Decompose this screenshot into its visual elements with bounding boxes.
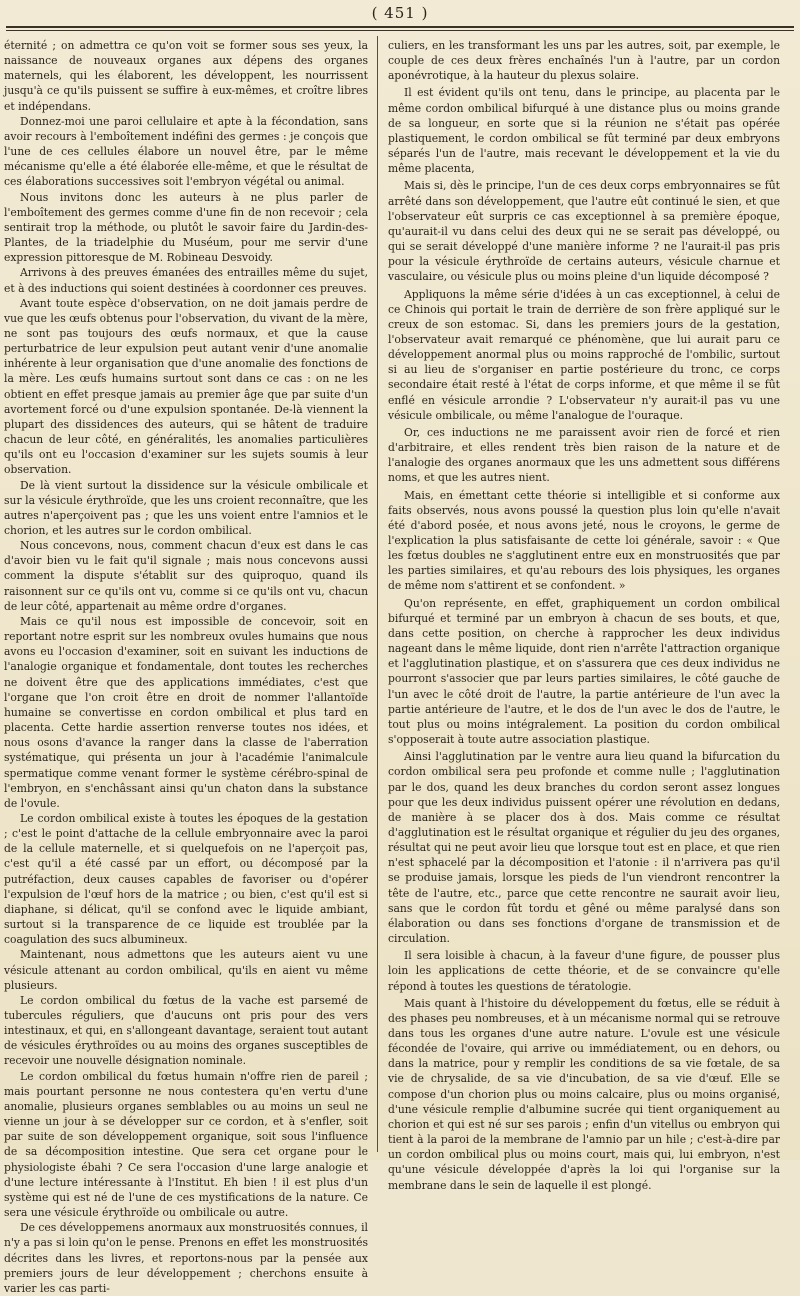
page-header: [0, 0, 800, 40]
paragraph: De là vient surtout la dissidence sur la vésicule ombilicale et sur la vésicule érythroïde, que les uns croient reconnaître, que les autres n'aperçoivent pas ; que les uns voient entre l'amnios et le chorion, et les autres sur le cordon ombilical.: [4, 478, 368, 537]
paragraph: Mais quant à l'histoire du développement du fœtus, elle se réduit à des phases peu nombreuses, et à un mécanisme normal qui se retrouve dans tous les organes d'une autre nature. L'ovule est une vésicule fécondée de l'ovaire, qui arrive ou immédiatement, ou en dehors, ou dans la matrice, pour y remplir les conditions de sa vie fœtale, de sa vie de chrysalide, de sa vie d'incubation, de sa vie d'œuf. Elle se compose d'un chorion plus ou moins calcaire, plus ou moins organisé, d'une vésicule remplie d'albumine sucrée qui tient organiquement au chorion et qui est né sur ses parois ; enfin d'un vitellus ou embryon qui tient à la paroi de la membrane de l'amnio par un hile ; c'est-à-dire par un cordon ombilical plus ou moins court, mais qui, lui embryon, n'est qu'une vésicule développée d'après la loi qui l'organise sur la membrane dans le sein de laquelle il est plongé.: [388, 996, 780, 1192]
paragraph: Arrivons à des preuves émanées des entrailles même du sujet, et à des inductions qui soient destinées à coordonner ces preuves.: [4, 266, 368, 295]
paragraph: Mais, en émettant cette théorie si intelligible et si conforme aux faits observés, nous avons poussé la question plus loin qu'elle n'avait été d'abord posée, et nous avons jeté, nous le croyons, le germe de l'explication la plus satisfaisante de cette loi générale, savoir : « Que les fœtus doubles ne s'agglutinent entre eux en monstruosités que par les parties similaires, et qu'au rebours des lois physiques, les organes de même nom s'attirent et se confondent. »: [388, 488, 780, 593]
paragraph: Nous invitons donc les auteurs à ne plus parler de l'emboîtement des germes comme d'une fin de non recevoir ; cela sentirait trop la méthode, ou plutôt le savoir faire du Jardin-des-Plantes, de la triadelphie du Muséum, pour me servir d'une expression pittoresque de M. Robineau Desvoidy.: [4, 190, 368, 265]
paragraph: Le cordon ombilical du fœtus de la vache est parsemé de tubercules réguliers, que d'aucuns ont pris pour des vers intestinaux, et qui, en s'allongeant davantage, seraient tout autant de vésicules érythroïdes ou au moins des organes susceptibles de recevoir une nouvelle désignation nominale.: [4, 993, 368, 1068]
paragraph: De ces développemens anormaux aux monstruosités connues, il n'y a pas si loin qu'on le pense. Prenons en effet les monstruosités décrites dans les livres, et reportons-nous par la pensée aux premiers jours de leur développement ; cherchons ensuite à varier les cas parti-: [4, 1221, 368, 1295]
paragraph: Ainsi l'agglutination par le ventre aura lieu quand la bifurcation du cordon ombilical sera peu profonde et comme nulle ; l'agglutination par le dos, quand les deux branches du cordon seront assez longues pour que les deux individus puissent opérer une révolution en dedans, de manière à se placer dos à dos. Mais comme ce résultat d'agglutination est le résultat organique et régulier du jeu des organes, résultat qui ne peut avoir lieu que lorsque tout est en place, et que rien n'est sphacelé par la décomposition et l'atonie : il n'arrivera pas qu'il se produise jamais, lorsque les pieds de l'un viendront rencontrer la tête de l'autre, etc., parce que cette rencontre ne saurait avoir lieu, sans que le cordon fût tordu et gêné ou même paralysé dans son élaboration ou dans ses fonctions d'organe de transmission et de circulation.: [388, 750, 780, 946]
paragraph: Maintenant, nous admettons que les auteurs aient vu une vésicule attenant au cordon ombilical, qu'ils en aient vu même plusieurs.: [4, 948, 368, 992]
paragraph: Nous concevons, nous, comment chacun d'eux est dans le cas d'avoir bien vu le fait qu'il signale ; mais nous concevons aussi comment la dispute s'établit sur des quiproquo, quand ils raisonnent sur ce qu'ils ont vu, comme si ce qu'ils ont vu, chacun de leur côté, appartenait au même ordre d'organes.: [4, 539, 368, 613]
header-rule: [6, 26, 794, 28]
paragraph: Il est évident qu'ils ont tenu, dans le principe, au placenta par le même cordon ombilical bifurqué à une distance plus ou moins grande de sa longueur, en sorte que si la réunion ne s'était pas opérée plastiquement, le cordon ombilical se fût terminé par deux embryons séparés l'un de l'autre, mais recevant le développement et la vie du même placenta,: [388, 86, 780, 176]
paragraph: Appliquons la même série d'idées à un cas exceptionnel, à celui de ce Chinois qui portait le train de derrière de son frère appliqué sur le creux de son estomac. Si, dans les premiers jours de la gestation, l'observateur avait remarqué ce phénomène, que lui aurait paru ce développement anormal plus ou moins rapproché de l'ombilic, surtout si au lieu de s'organiser en partie postérieure du tronc, ce corps secondaire était resté à l'état de corps informe, et que même il se fût enflé en vésicule arrondie ? L'observateur n'y aurait-il pas vu une vésicule ombilicale, ou même l'analogue de l'ouraque.: [388, 287, 780, 422]
paragraph: Mais ce qu'il nous est impossible de concevoir, soit en reportant notre esprit sur les nombreux ovules humains que nous avons eu l'occasion d'examiner, soit en suivant les inductions de l'analogie organique et fondamentale, dont toutes les recherches ne doivent être que des applications immédiates, c'est que l'organe que l'on croit être en droit de nommer l'allantoïde humaine se convertisse en cordon ombilical et plus tard en placenta. Cette hardie assertion renverse toutes nos idées, et nous osons d'avance la ranger dans la classe de l'aberration systématique, qui présenta un jour à l'académie l'animalcule spermatique comme venant former le système cérébro-spinal de l'embryon, en s'enchâssant ainsi qu'un chaton dans la substance de l'ovule.: [4, 614, 368, 810]
paragraph: Qu'on représente, en effet, graphiquement un cordon ombilical bifurqué et terminé par un embryon à chacun de ses bouts, et que, dans cette position, on cherche à rapprocher les deux individus nageant dans le même liquide, dont rien n'arrête l'attraction organique et l'agglutination plastique, et on s'assurera que ces deux individus ne pourront s'associer que par leurs parties similaires, le côté gauche de l'un avec le côté droit de l'autre, la partie antérieure de l'un avec la partie antérieure de l'autre, et le dos de l'un avec le dos de l'autre, le tout plus ou moins intégralement. La position du cordon ombilical s'opposerait à toute autre association plastique.: [388, 596, 780, 747]
paragraph: éternité ; on admettra ce qu'on voit se former sous ses yeux, la naissance de nouveaux organes aux dépens des organes maternels, qui les élaborent, les développent, les nourrissent jusqu'à ce qu'ils puissent se suffire à eux-mêmes, et croître libres et indépendans.: [4, 39, 368, 113]
paragraph: Le cordon ombilical existe à toutes les époques de la gestation ; c'est le point d'attache de la cellule embryonnaire avec la paroi de la cellule maternelle, et si quelquefois on ne l'aperçoit pas, c'est qu'il a été cassé par un effort, ou décomposé par la putréfaction, deux causes capables de favoriser ou d'opérer l'expulsion de l'œuf hors de la matrice ; ou bien, c'est qu'il est si diaphane, si délicat, qu'il se confond avec le liquide ambiant, surtout si la transparence de ce liquide est troublée par la coagulation des sucs albumineux.: [4, 811, 368, 947]
paragraph: Avant toute espèce d'observation, on ne doit jamais perdre de vue que les œufs obtenus pour l'observation, du vivant de la mère, ne sont pas toujours des œufs normaux, et que la cause perturbatrice de leur expulsion peut autant venir d'une anomalie inhérente à leur organisation que d'une anomalie des fonctions de la mère. Les œufs humains surtout sont dans ce cas : on ne les obtient en effet presque jamais au premier âge que par suite d'un avortement forcé ou d'une expulsion spontanée. De-là viennent la plupart des dissidences des auteurs, qui se hâtent de traduire chacun de leur côté, en généralités, les anomalies particulières qu'ils ont eu l'occasion d'examiner sur les sujets soumis à leur observation.: [4, 296, 368, 477]
paragraph: Il sera loisible à chacun, à la faveur d'une figure, de pousser plus loin les applications de cette théorie, et de se convaincre qu'elle répond à toutes les questions de tératologie.: [388, 949, 780, 993]
paragraph: Le cordon ombilical du fœtus humain n'offre rien de pareil ; mais pourtant personne ne nous contestera qu'en vertu d'une anomalie, plusieurs organes semblables ou au moins un seul ne vienne un jour à se développer sur ce cordon, et à s'enfler, soit par suite de son développement organique, soit sous l'influence de sa décomposition intestine. Que sera cet organe pour le physiologiste ébahi ? Ce sera l'occasion d'une large analogie et d'une lecture intéressante à l'Institut. Eh bien ! il est plus d'un système qui est né de l'une de ces mystifications de la nature. Ce sera une vésicule érythroïde ou ombilicale ou autre.: [4, 1069, 368, 1220]
right-column: [388, 38, 780, 1192]
paragraph: Or, ces inductions ne me paraissent avoir rien de forcé et rien d'arbitraire, et elles rendent très bien raison de la nature et de l'analogie des organes anormaux que les uns admettent sous différens noms, et que les autres nient.: [388, 425, 780, 485]
left-column: [4, 38, 368, 1295]
column-divider: [377, 36, 378, 1152]
paragraph: Mais si, dès le principe, l'un de ces deux corps embryonnaires se fût arrêté dans son développement, que l'autre eût continué le sien, et que l'observateur eût surpris ce cas exceptionnel à sa première époque, qu'aurait-il vu dans celui des deux qui ne se serait pas développé, ou qui se serait développé d'une manière informe ? ne l'aurait-il pas pris pour la vésicule érythroïde de certains auteurs, vésicule charnue et vasculaire, ou vésicule plus ou moins pleine d'un liquide décomposé ?: [388, 179, 780, 284]
paragraph: Donnez-moi une paroi cellulaire et apte à la fécondation, sans avoir recours à l'emboîtement indéfini des germes : je conçois que l'une de ces cellules élabore un nouvel être, par le même mécanisme qu'elle a été élaborée elle-même, et que le résultat de ces élaborations successives soit l'embryon végétal ou animal.: [4, 114, 368, 189]
header-rule-thin: [6, 30, 794, 31]
page-number: ( 451 ): [371, 4, 429, 22]
paragraph: culiers, en les transformant les uns par les autres, soit, par exemple, le couple de ces deux frères enchaînés l'un à l'autre, par un cordon aponévrotique, à la hauteur du plexus solaire.: [388, 39, 780, 83]
